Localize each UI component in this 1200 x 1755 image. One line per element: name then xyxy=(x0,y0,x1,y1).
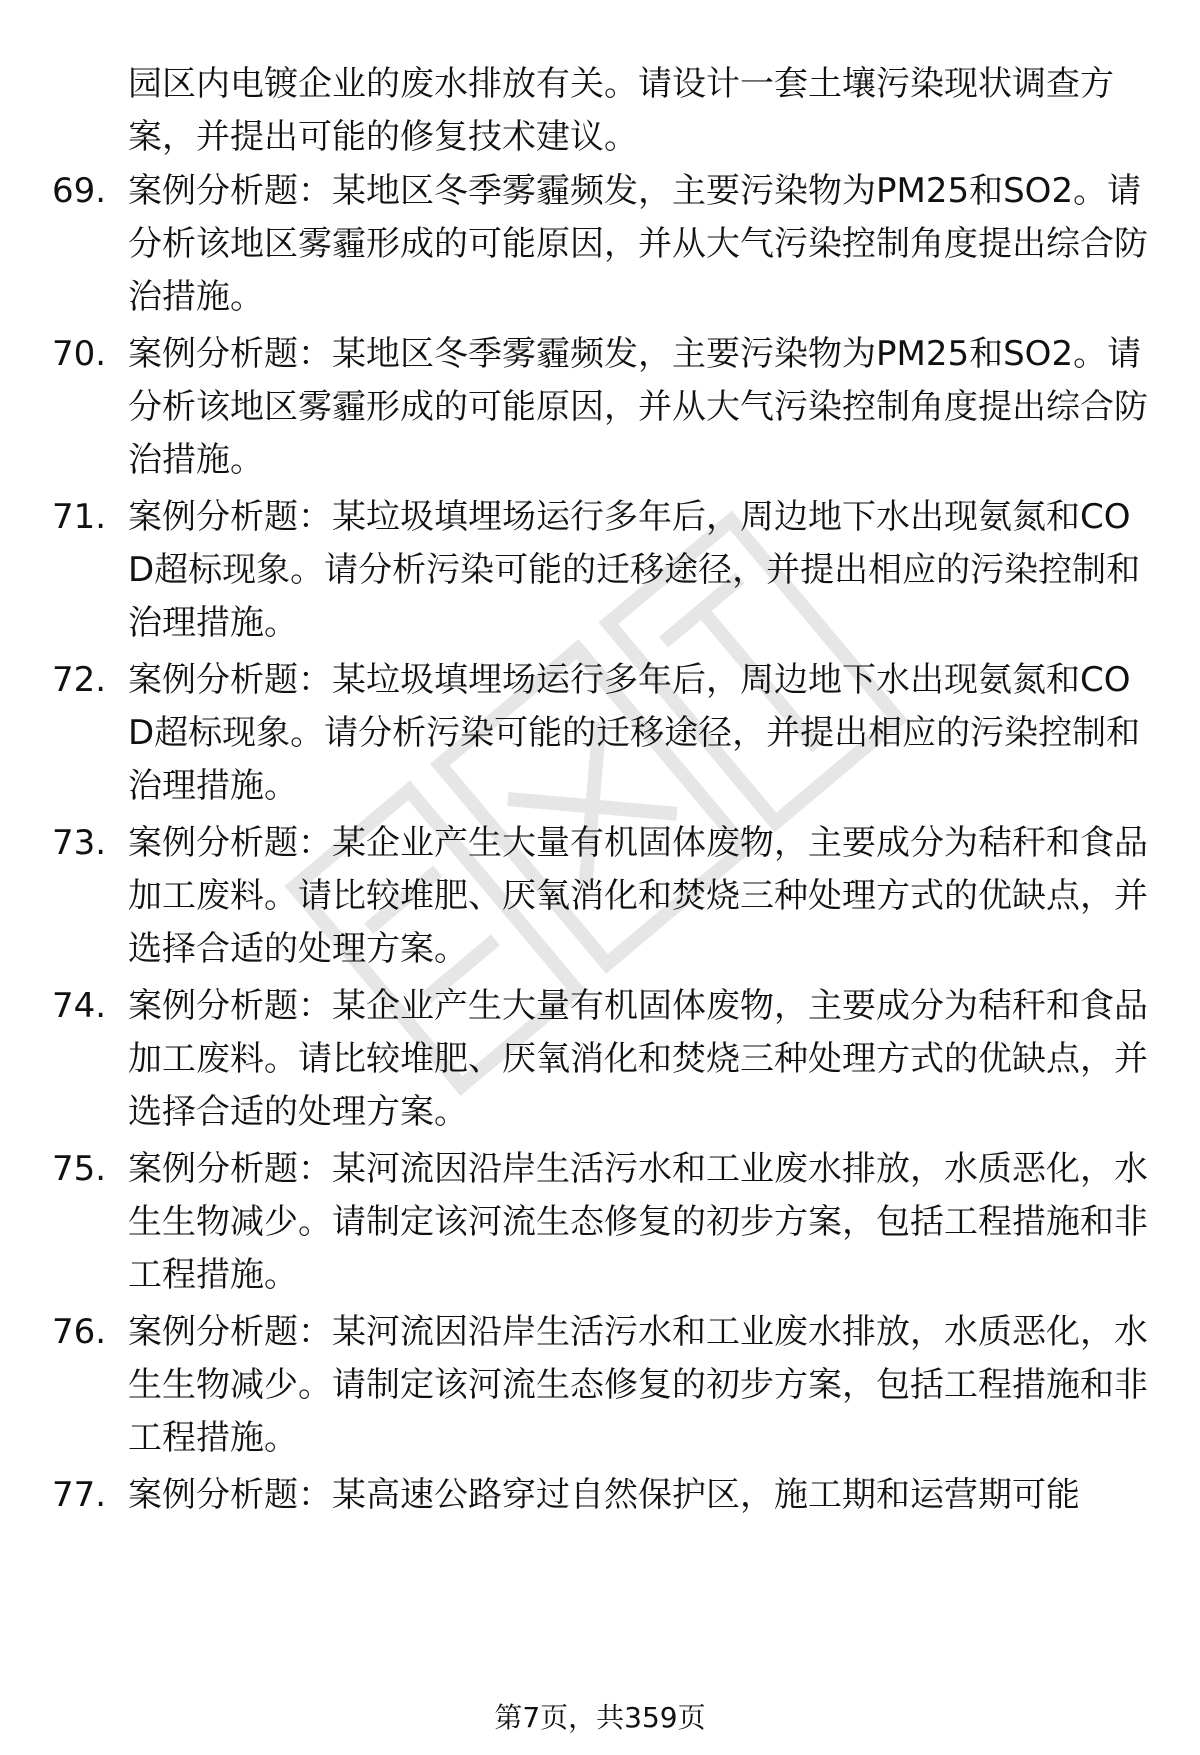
question-item xyxy=(52,1469,1148,1522)
question-item xyxy=(52,654,1148,813)
page-footer: 第7页，共359页 xyxy=(494,1701,706,1734)
question-text: 案例分析题：某企业产生大量有机固体废物，主要成分为秸秆和食品加工废料。请比较堆肥、厌氧消化和焚烧三种处理方式的优缺点，并选择合适的处理方案。 xyxy=(128,986,1148,1132)
question-number: 73. xyxy=(52,823,107,863)
question-item xyxy=(52,1306,1148,1465)
question-number: 70. xyxy=(52,334,107,374)
question-text: 案例分析题：某地区冬季雾霾频发，主要污染物为PM25和SO2。请分析该地区雾霾形成的可能原因，并从大气污染控制角度提出综合防治措施。 xyxy=(128,171,1148,317)
question-text: 案例分析题：某企业产生大量有机固体废物，主要成分为秸秆和食品加工废料。请比较堆肥、厌氧消化和焚烧三种处理方式的优缺点，并选择合适的处理方案。 xyxy=(128,823,1148,969)
question-text: 案例分析题：某地区冬季雾霾频发，主要污染物为PM25和SO2。请分析该地区雾霾形成的可能原因，并从大气污染控制角度提出综合防治措施。 xyxy=(128,334,1148,480)
question-text: 案例分析题：某河流因沿岸生活污水和工业废水排放，水质恶化，水生生物减少。请制定该河流生态修复的初步方案，包括工程措施和非工程措施。 xyxy=(128,1149,1148,1295)
question-item xyxy=(52,165,1148,324)
question-number: 71. xyxy=(52,497,107,537)
question-text: 案例分析题：某垃圾填埋场运行多年后，周边地下水出现氨氮和COD超标现象。请分析污染可能的迁移途径，并提出相应的污染控制和治理措施。 xyxy=(128,660,1141,806)
question-number: 72. xyxy=(52,660,107,700)
question-number: 77. xyxy=(52,1475,107,1515)
continuation-paragraph: 园区内电镀企业的废水排放有关。请设计一套土壤污染现状调查方案，并提出可能的修复技术建议。 xyxy=(128,64,1114,157)
question-item xyxy=(52,817,1148,976)
question-item xyxy=(52,1143,1148,1302)
question-item xyxy=(52,491,1148,650)
question-text: 案例分析题：某高速公路穿过自然保护区，施工期和运营期可能 xyxy=(128,1475,1080,1515)
question-item xyxy=(52,980,1148,1139)
question-number: 75. xyxy=(52,1149,107,1189)
question-text: 案例分析题：某河流因沿岸生活污水和工业废水排放，水质恶化，水生生物减少。请制定该河流生态修复的初步方案，包括工程措施和非工程措施。 xyxy=(128,1312,1148,1458)
question-item xyxy=(52,328,1148,487)
question-number: 74. xyxy=(52,986,107,1026)
question-text: 案例分析题：某垃圾填埋场运行多年后，周边地下水出现氨氮和COD超标现象。请分析污染可能的迁移途径，并提出相应的污染控制和治理措施。 xyxy=(128,497,1141,643)
question-number: 76. xyxy=(52,1312,107,1352)
question-number: 69. xyxy=(52,171,107,211)
